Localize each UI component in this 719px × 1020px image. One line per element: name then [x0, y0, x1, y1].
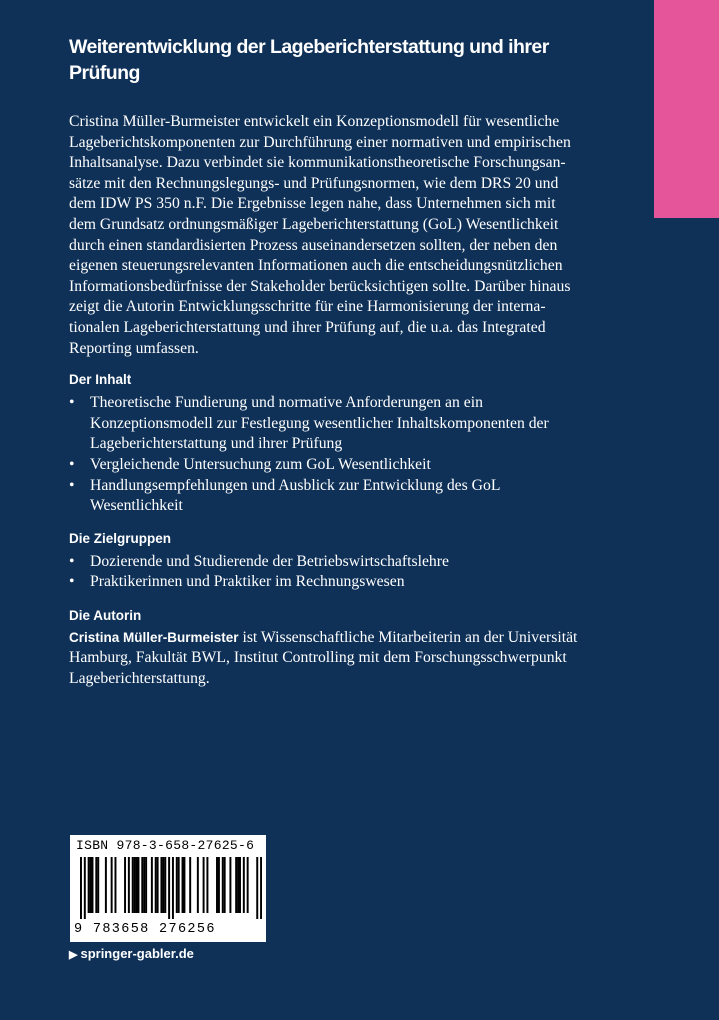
bio-line: Lageberichterstattung.: [69, 670, 210, 688]
barcode-bar: [132, 857, 134, 913]
barcode-bar: [111, 857, 113, 913]
zielgruppen-list: [69, 552, 619, 593]
list-item-line: Praktikerinnen und Praktiker im Rechnungswesen: [90, 573, 405, 591]
list-item-line: Handlungsempfehlungen und Ausblick zur Entwicklung des GoL: [90, 476, 501, 494]
intro-line: Cristina Müller-Burmeister entwickelt ein Konzeptionsmodell für wesentliche: [69, 113, 560, 130]
barcode-bar: [239, 857, 241, 913]
barcode-bar: [141, 857, 143, 913]
barcode-bar: [172, 857, 174, 919]
section-heading-autorin: Die Autorin: [69, 607, 142, 623]
barcode-bar: [189, 857, 191, 913]
barcode-bar: [178, 857, 180, 913]
list-item-line: Wesentlichkeit: [90, 497, 183, 515]
barcode-bar: [136, 857, 138, 913]
barcode-bar: [90, 857, 92, 913]
list-item: [69, 476, 619, 517]
barcode-bar: [222, 857, 224, 913]
author-bio: [69, 628, 619, 690]
bullet-icon: •: [69, 455, 75, 473]
barcode-bar: [80, 857, 82, 919]
intro-line: Lageberichtskomponenten zur Durchführung einer normativen und empirischen: [69, 133, 571, 151]
barcode-bar: [182, 857, 184, 913]
bullet-icon: •: [69, 573, 75, 591]
intro-paragraph: [69, 112, 619, 359]
intro-line: tionalen Lageberichterstattung und ihrer Prüfung auf, die u.a. das Integrated: [69, 318, 546, 336]
barcode-bar: [164, 857, 166, 913]
intro-line: Reporting umfassen.: [69, 339, 199, 357]
barcode-bar: [235, 857, 237, 913]
list-item-line: Lageberichterstattung und ihrer Prüfung: [90, 435, 343, 453]
barcode-bar: [114, 857, 116, 913]
barcode-bar: [197, 857, 199, 913]
zielgruppen-section: [69, 529, 619, 593]
inhalt-section: [69, 370, 619, 517]
barcode-bar: [155, 857, 157, 913]
intro-line: zeigt die Autorin Entwicklungsschritte für eine Harmonisierung der interna-: [69, 298, 546, 316]
barcode-bar: [176, 857, 178, 913]
barcode-bar: [247, 857, 249, 913]
intro-line: eigenen steuerungsrelevanten Informationen auch die entscheidungsnützlichen: [69, 257, 563, 275]
barcode-bar: [91, 857, 93, 913]
back-cover-text: [69, 34, 619, 690]
intro-line: Informationsbedürfnisse der Stakeholder berücksichtigen sollte. Darüber hinaus: [69, 277, 571, 295]
accent-bar: [654, 0, 719, 218]
bio-text: ist Wissenschaftliche Mitarbeiterin an der Universität: [238, 628, 578, 646]
play-arrow-icon: ▶: [69, 949, 78, 961]
section-heading-inhalt: Der Inhalt: [69, 372, 132, 388]
barcode-bar: [216, 857, 218, 913]
section-heading-zielgruppen: Die Zielgruppen: [69, 530, 172, 546]
barcode-bar: [256, 857, 258, 919]
intro-line: durch einen standardisierten Prozess auseinandersetzen sollten, der neben den: [69, 236, 558, 254]
isbn-digits: 9 783658 276256: [74, 922, 216, 937]
list-item-line: Vergleichende Untersuchung zum GoL Wesentlichkeit: [90, 455, 431, 473]
bullet-icon: •: [69, 394, 75, 412]
barcode-bar: [128, 857, 130, 913]
barcode-bar: [97, 857, 99, 913]
barcode-bar: [237, 857, 239, 913]
barcode-bar: [105, 857, 107, 913]
barcode-bar: [168, 857, 170, 919]
list-item-line: Dozierende und Studierende der Betriebswirtschaftslehre: [90, 552, 449, 570]
barcode-bar: [88, 857, 90, 913]
list-item: [69, 455, 619, 476]
isbn-label: ISBN 978-3-658-27625-6: [76, 838, 255, 853]
website-label[interactable]: springer-gabler.de: [80, 946, 194, 961]
barcode-bar: [143, 857, 145, 913]
barcode-bar: [203, 857, 205, 913]
bullet-icon: •: [69, 476, 75, 494]
barcode-bar: [95, 857, 97, 913]
autorin-section: [69, 606, 619, 690]
intro-line: dem IDW PS 350 n.F. Die Ergebnisse legen nahe, dass Unternehmen sich mit: [69, 195, 556, 213]
list-item: [69, 572, 619, 593]
intro-line: Inhaltsanalyse. Dazu verbindet sie kommunikationstheoretische Forschungsan-: [69, 154, 566, 172]
barcode-bar: [260, 857, 262, 919]
barcode-bar: [224, 857, 226, 913]
isbn-barcode: [70, 835, 266, 942]
inhalt-list: [69, 393, 619, 517]
barcode-bar: [229, 857, 231, 913]
barcode-bars: [80, 857, 262, 919]
barcode-bar: [151, 857, 153, 913]
barcode-bar: [162, 857, 164, 913]
bio-line: Hamburg, Fakultät BWL, Institut Controlling mit dem Forschungsschwerpunkt: [69, 649, 567, 667]
barcode-bar: [160, 857, 162, 913]
intro-line: dem Grundsatz ordnungsmäßiger Lageberichterstattung (GoL) Wesentlichkeit: [69, 215, 559, 233]
barcode-bar: [145, 857, 147, 913]
list-item-line: Theoretische Fundierung und normative Anforderungen an ein: [90, 394, 483, 412]
list-item: [69, 393, 619, 455]
barcode-bar: [183, 857, 185, 913]
barcode-bar: [124, 857, 126, 913]
barcode-bar: [157, 857, 159, 913]
barcode-bar: [218, 857, 220, 913]
barcode-bar: [84, 857, 86, 919]
barcode-bar: [137, 857, 139, 913]
book-title: Weiterentwicklung der Lageberichterstattung und ihrer Prüfung: [69, 36, 549, 84]
barcode-bar: [206, 857, 208, 913]
list-item: [69, 552, 619, 573]
list-item-line: Konzeptionsmodell zur Festlegung wesentlicher Inhaltskomponenten der: [90, 414, 549, 432]
barcode-bar: [134, 857, 136, 913]
intro-line: sätze mit den Rechnungslegungs- und Prüfungsnormen, wie dem DRS 20 und: [69, 174, 559, 192]
bullet-icon: •: [69, 552, 75, 570]
author-name: Cristina Müller-Burmeister: [69, 629, 239, 645]
bio-line: [69, 628, 619, 649]
barcode-bar: [243, 857, 245, 913]
publisher-website[interactable]: [69, 946, 194, 961]
